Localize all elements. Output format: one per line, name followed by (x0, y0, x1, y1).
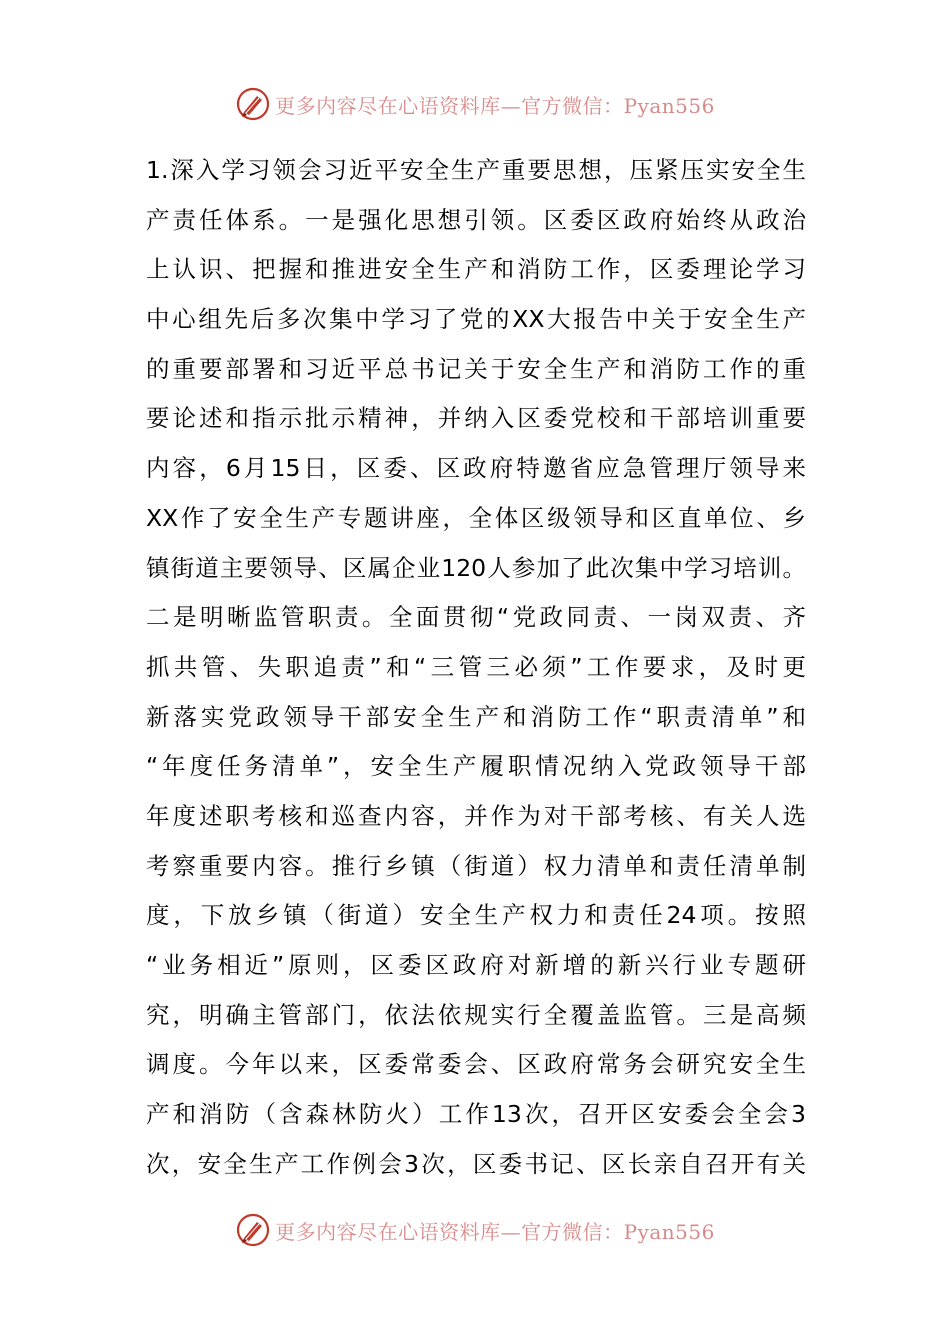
header-banner-text: 更多内容尽在心语资料库—官方微信：Pyan556 (275, 93, 715, 118)
footer-banner-text: 更多内容尽在心语资料库—官方微信：Pyan556 (275, 1219, 715, 1244)
text-line: 二是明晰监管职责。全面贯彻“党政同责、一岗双责、齐 (146, 603, 806, 632)
text-line: 镇街道主要领导、区属企业120人参加了此次集中学习培训。 (146, 553, 806, 582)
text-line: “业务相近”原则，区委区政府对新增的新兴行业专题研 (146, 951, 806, 979)
pen-nib-logo-icon (235, 86, 271, 122)
text-line: 抓共管、失职追责”和“三管三必须”工作要求，及时更 (146, 652, 806, 681)
footer-banner (0, 1210, 950, 1250)
text-line: XX作了安全生产专题讲座，全体区级领导和区直单位、乡 (146, 503, 806, 532)
pen-nib-logo-icon (235, 1212, 271, 1248)
text-line: 考察重要内容。推行乡镇（街道）权力清单和责任清单制 (146, 851, 806, 880)
text-line: 产责任体系。一是强化思想引领。区委区政府始终从政治 (146, 205, 806, 234)
text-line: 调度。今年以来，区委常委会、区政府常务会研究安全生 (146, 1050, 806, 1079)
text-line: 的重要部署和习近平总书记关于安全生产和消防工作的重 (146, 354, 806, 383)
text-line: 内容，6月15日，区委、区政府特邀省应急管理厅领导来 (146, 454, 806, 483)
text-line: “年度任务清单”，安全生产履职情况纳入党政领导干部 (146, 752, 806, 781)
text-line: 1.深入学习领会习近平安全生产重要思想，压紧压实安全生 (146, 156, 806, 184)
body-text (146, 146, 806, 1189)
text-line: 次，安全生产工作例会3次，区委书记、区长亲自召开有关 (146, 1149, 806, 1178)
text-line: 要论述和指示批示精神，并纳入区委党校和干部培训重要 (146, 404, 806, 433)
text-line: 中心组先后多次集中学习了党的XX大报告中关于安全生产 (146, 305, 806, 334)
text-line: 上认识、把握和推进安全生产和消防工作，区委理论学习 (146, 255, 806, 284)
text-line: 度，下放乡镇（街道）安全生产权力和责任24项。按照 (146, 901, 806, 930)
text-line: 究，明确主管部门，依法依规实行全覆盖监管。三是高频 (146, 1000, 806, 1029)
text-line: 产和消防（含森林防火）工作13次，召开区安委会全会3 (146, 1100, 806, 1129)
text-line: 年度述职考核和巡查内容，并作为对干部考核、有关人选 (146, 801, 806, 830)
text-line: 新落实党政领导干部安全生产和消防工作“职责清单”和 (146, 702, 806, 731)
header-banner (0, 84, 950, 124)
